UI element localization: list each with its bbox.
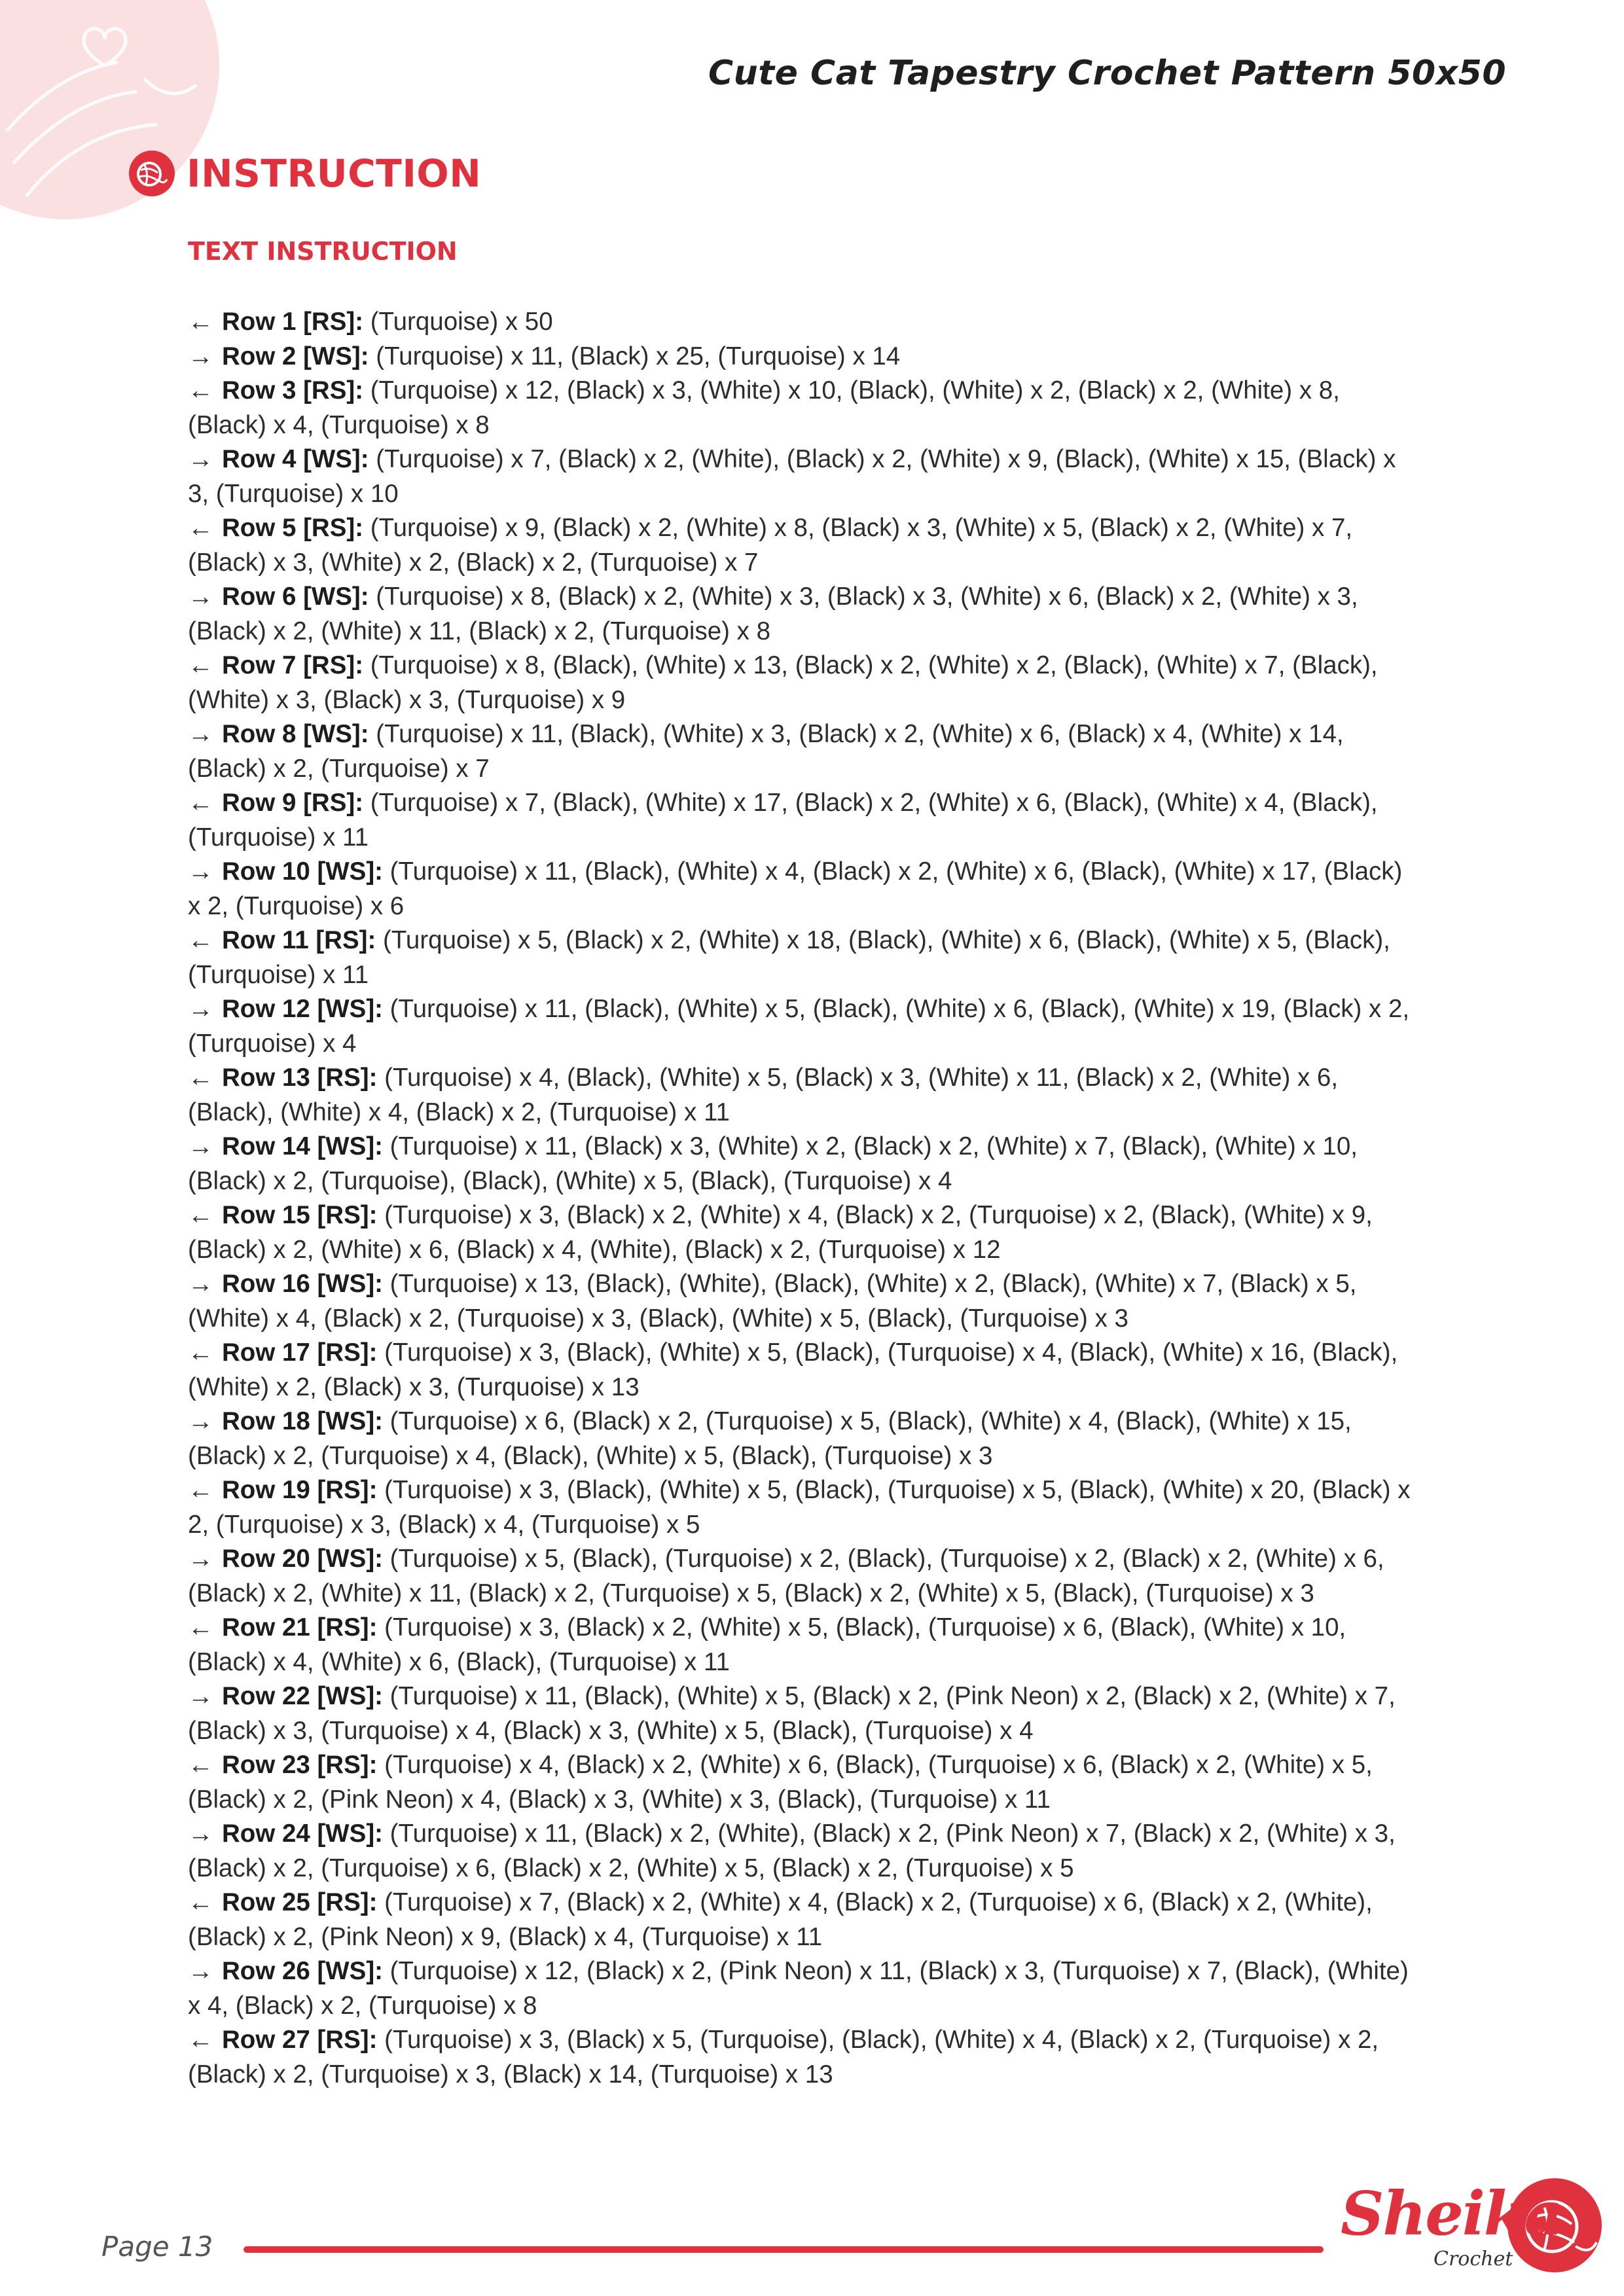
- row-text: (Turquoise) x 11, (Black), (White) x 5, (Black) x 2, (Pink Neon) x 2, (Black) x 2, (White) x 7, (Black) x 3, (Turquoise) x 4, (Black) x 3, (White) x 5, (Black), (Turquoise) x 4: [188, 1682, 1396, 1745]
- row-text: (Turquoise) x 3, (Black) x 5, (Turquoise), (Black), (White) x 4, (Black) x 2, (Turquoise) x 2, (Black) x 2, (Turquoise) x 3, (Black) x 14, (Turquoise) x 13: [188, 2026, 1379, 2089]
- row-instruction: [188, 305, 1418, 340]
- row-label: Row 3 [RS]:: [222, 376, 364, 404]
- row-label: Row 14 [WS]:: [222, 1132, 383, 1160]
- row-instruction: [188, 442, 1418, 511]
- row-text: (Turquoise) x 4, (Black), (White) x 5, (Black) x 3, (White) x 11, (Black) x 2, (White) x 6, (Black), (White) x 4, (Black) x 2, (Turquoise) x 11: [188, 1064, 1339, 1126]
- row-instruction: [188, 717, 1418, 786]
- direction-arrow: ←: [188, 376, 213, 404]
- row-text: (Turquoise) x 7, (Black) x 2, (White) x 4, (Black) x 2, (Turquoise) x 6, (Black) x 2, (White), (Black) x 2, (Pink Neon) x 9, (Black) x 4, (Turquoise) x 11: [188, 1888, 1373, 1951]
- row-instruction: [188, 1130, 1418, 1198]
- row-label: Row 1 [RS]:: [222, 308, 364, 336]
- direction-arrow: ←: [188, 1476, 213, 1504]
- row-text: (Turquoise) x 12, (Black) x 2, (Pink Neon) x 11, (Black) x 3, (Turquoise) x 7, (Black), (White) x 4, (Black) x 2, (Turquoise) x 8: [188, 1957, 1409, 2020]
- row-label: Row 6 [WS]:: [222, 583, 369, 611]
- row-instruction: [188, 1817, 1418, 1886]
- row-text: (Turquoise) x 7, (Black) x 2, (White), (Black) x 2, (White) x 9, (Black), (White) x 15, (Black) x 3, (Turquoise) x 10: [188, 445, 1396, 508]
- direction-arrow: →: [188, 342, 213, 370]
- row-label: Row 15 [RS]:: [222, 1201, 378, 1229]
- row-text: (Turquoise) x 3, (Black), (White) x 5, (Black), (Turquoise) x 4, (Black), (White) x 16, (Black), (White) x 2, (Black) x 3, (Turquoise) x 13: [188, 1338, 1398, 1401]
- direction-arrow: ←: [188, 514, 213, 542]
- row-instruction: [188, 649, 1418, 717]
- direction-arrow: ←: [188, 1201, 213, 1229]
- direction-arrow: ←: [188, 789, 213, 817]
- logo-wordmark: Sheika: [1341, 2178, 1562, 2249]
- document-title: Cute Cat Tapestry Crochet Pattern 50x50: [708, 54, 1506, 93]
- direction-arrow: →: [188, 1957, 213, 1985]
- direction-arrow: ←: [188, 1338, 213, 1367]
- row-label: Row 21 [RS]:: [222, 1613, 378, 1641]
- logo-subtitle: Crochet: [1434, 2248, 1513, 2270]
- row-text: (Turquoise) x 5, (Black) x 2, (White) x 18, (Black), (White) x 6, (Black), (White) x 5, (Black), (Turquoise) x 11: [188, 926, 1390, 989]
- row-instruction: [188, 1473, 1418, 1542]
- row-instruction: [188, 1748, 1418, 1817]
- row-instructions: [188, 305, 1418, 2092]
- direction-arrow: →: [188, 1407, 213, 1435]
- direction-arrow: ←: [188, 308, 213, 336]
- direction-arrow: ←: [188, 651, 213, 679]
- row-instruction: [188, 1405, 1418, 1473]
- row-instruction: [188, 1061, 1418, 1130]
- row-instruction: [188, 374, 1418, 442]
- direction-arrow: ←: [188, 1888, 213, 1916]
- direction-arrow: ←: [188, 926, 213, 954]
- row-instruction: [188, 786, 1418, 855]
- row-label: Row 19 [RS]:: [222, 1476, 378, 1504]
- row-label: Row 11 [RS]:: [222, 926, 376, 954]
- row-instruction: [188, 1198, 1418, 1267]
- row-text: (Turquoise) x 11, (Black) x 3, (White) x 2, (Black) x 2, (White) x 7, (Black), (White) x 10, (Black) x 2, (Turquoise), (Black), (White) x 5, (Black), (Turquoise) x 4: [188, 1132, 1358, 1195]
- row-text: (Turquoise) x 11, (Black) x 25, (Turquoise) x 14: [376, 342, 901, 370]
- row-text: (Turquoise) x 3, (Black) x 2, (White) x 5, (Black), (Turquoise) x 6, (Black), (White) x 10, (Black) x 4, (White) x 6, (Black), (Turquoise) x 11: [188, 1613, 1346, 1676]
- row-label: Row 4 [WS]:: [222, 445, 369, 473]
- direction-arrow: ←: [188, 1751, 213, 1779]
- row-label: Row 5 [RS]:: [222, 514, 364, 542]
- yarn-ball-icon: [128, 149, 176, 198]
- row-instruction: [188, 1267, 1418, 1336]
- row-text: (Turquoise) x 11, (Black) x 2, (White), (Black) x 2, (Pink Neon) x 7, (Black) x 2, (White) x 3, (Black) x 2, (Turquoise) x 6, (Black) x 2, (White) x 5, (Black) x 2, (Turquoise) x 5: [188, 1820, 1396, 1882]
- row-instruction: [188, 1542, 1418, 1611]
- row-text: (Turquoise) x 3, (Black), (White) x 5, (Black), (Turquoise) x 5, (Black), (White) x 20, (Black) x 2, (Turquoise) x 3, (Black) x 4, (Turquoise) x 5: [188, 1476, 1411, 1539]
- row-text: (Turquoise) x 50: [370, 308, 553, 336]
- row-label: Row 26 [WS]:: [222, 1957, 383, 1985]
- row-instruction: [188, 511, 1418, 580]
- direction-arrow: →: [188, 583, 213, 611]
- direction-arrow: ←: [188, 1613, 213, 1641]
- row-instruction: [188, 1679, 1418, 1748]
- row-text: (Turquoise) x 8, (Black) x 2, (White) x 3, (Black) x 3, (White) x 6, (Black) x 2, (White) x 3, (Black) x 2, (White) x 11, (Black) x 2, (Turquoise) x 8: [188, 583, 1358, 645]
- row-text: (Turquoise) x 11, (Black), (White) x 5, (Black), (White) x 6, (Black), (White) x 19, (Black) x 2, (Turquoise) x 4: [188, 995, 1410, 1058]
- row-text: (Turquoise) x 13, (Black), (White), (Black), (White) x 2, (Black), (White) x 7, (Black) x 5, (White) x 4, (Black) x 2, (Turquoise) x 3, (Black), (White) x 5, (Black), (Turquoise) x 3: [188, 1270, 1357, 1333]
- row-text: (Turquoise) x 11, (Black), (White) x 4, (Black) x 2, (White) x 6, (Black), (White) x 17, (Black) x 2, (Turquoise) x 6: [188, 857, 1403, 920]
- text-instruction-subheading: TEXT INSTRUCTION: [188, 237, 458, 266]
- row-text: (Turquoise) x 3, (Black) x 2, (White) x 4, (Black) x 2, (Turquoise) x 2, (Black), (White) x 9, (Black) x 2, (White) x 6, (Black) x 4, (White), (Black) x 2, (Turquoise) x 12: [188, 1201, 1373, 1264]
- row-label: Row 13 [RS]:: [222, 1064, 378, 1092]
- row-instruction: [188, 1886, 1418, 1954]
- row-label: Row 12 [WS]:: [222, 995, 383, 1023]
- row-text: (Turquoise) x 12, (Black) x 3, (White) x 10, (Black), (White) x 2, (Black) x 2, (White) x 8, (Black) x 4, (Turquoise) x 8: [188, 376, 1340, 439]
- direction-arrow: →: [188, 857, 213, 886]
- row-text: (Turquoise) x 4, (Black) x 2, (White) x 6, (Black), (Turquoise) x 6, (Black) x 2, (White) x 5, (Black) x 2, (Pink Neon) x 4, (Black) x 3, (White) x 3, (Black), (Turquoise) x 11: [188, 1751, 1373, 1814]
- row-label: Row 9 [RS]:: [222, 789, 364, 817]
- row-text: (Turquoise) x 7, (Black), (White) x 17, (Black) x 2, (White) x 6, (Black), (White) x 4, (Black), (Turquoise) x 11: [188, 789, 1378, 852]
- row-instruction: [188, 855, 1418, 924]
- direction-arrow: →: [188, 1820, 213, 1848]
- direction-arrow: ←: [188, 2026, 213, 2054]
- row-instruction: [188, 992, 1418, 1061]
- row-label: Row 25 [RS]:: [222, 1888, 378, 1916]
- row-label: Row 20 [WS]:: [222, 1545, 383, 1573]
- sheika-crochet-logo: [1335, 2166, 1610, 2291]
- row-instruction: [188, 340, 1418, 374]
- section-title: INSTRUCTION: [187, 151, 482, 196]
- footer-divider: [244, 2246, 1324, 2253]
- section-heading: [128, 149, 481, 198]
- row-label: Row 7 [RS]:: [222, 651, 364, 679]
- row-text: (Turquoise) x 8, (Black), (White) x 13, (Black) x 2, (White) x 2, (Black), (White) x 7, (Black), (White) x 3, (Black) x 3, (Turquoise) x 9: [188, 651, 1378, 714]
- direction-arrow: →: [188, 1132, 213, 1160]
- row-instruction: [188, 924, 1418, 992]
- row-label: Row 10 [WS]:: [222, 857, 383, 886]
- row-text: (Turquoise) x 6, (Black) x 2, (Turquoise) x 5, (Black), (White) x 4, (Black), (White) x 15, (Black) x 2, (Turquoise) x 4, (Black), (White) x 5, (Black), (Turquoise) x 3: [188, 1407, 1352, 1470]
- row-label: Row 2 [WS]:: [222, 342, 369, 370]
- row-label: Row 24 [WS]:: [222, 1820, 383, 1848]
- row-label: Row 8 [WS]:: [222, 720, 369, 748]
- row-text: (Turquoise) x 5, (Black), (Turquoise) x 2, (Black), (Turquoise) x 2, (Black) x 2, (White) x 6, (Black) x 2, (White) x 11, (Black) x 2, (Turquoise) x 5, (Black) x 2, (White) x 5, (Black), (Turquoise) x 3: [188, 1545, 1384, 1607]
- row-label: Row 16 [WS]:: [222, 1270, 383, 1298]
- row-label: Row 27 [RS]:: [222, 2026, 378, 2054]
- direction-arrow: →: [188, 1270, 213, 1298]
- direction-arrow: →: [188, 720, 213, 748]
- row-instruction: [188, 580, 1418, 649]
- row-instruction: [188, 2023, 1418, 2092]
- direction-arrow: →: [188, 445, 213, 473]
- row-label: Row 23 [RS]:: [222, 1751, 378, 1779]
- row-text: (Turquoise) x 9, (Black) x 2, (White) x 8, (Black) x 3, (White) x 5, (Black) x 2, (White) x 7, (Black) x 3, (White) x 2, (Black) x 2, (Turquoise) x 7: [188, 514, 1353, 577]
- row-label: Row 22 [WS]:: [222, 1682, 383, 1710]
- row-instruction: [188, 1611, 1418, 1679]
- direction-arrow: →: [188, 1545, 213, 1573]
- row-instruction: [188, 1954, 1418, 2023]
- direction-arrow: →: [188, 1682, 213, 1710]
- row-label: Row 18 [WS]:: [222, 1407, 383, 1435]
- direction-arrow: ←: [188, 1064, 213, 1092]
- page-number: Page 13: [101, 2231, 213, 2263]
- row-instruction: [188, 1336, 1418, 1405]
- row-label: Row 17 [RS]:: [222, 1338, 378, 1367]
- row-text: (Turquoise) x 11, (Black), (White) x 3, (Black) x 2, (White) x 6, (Black) x 4, (White) x 14, (Black) x 2, (Turquoise) x 7: [188, 720, 1344, 783]
- direction-arrow: →: [188, 995, 213, 1023]
